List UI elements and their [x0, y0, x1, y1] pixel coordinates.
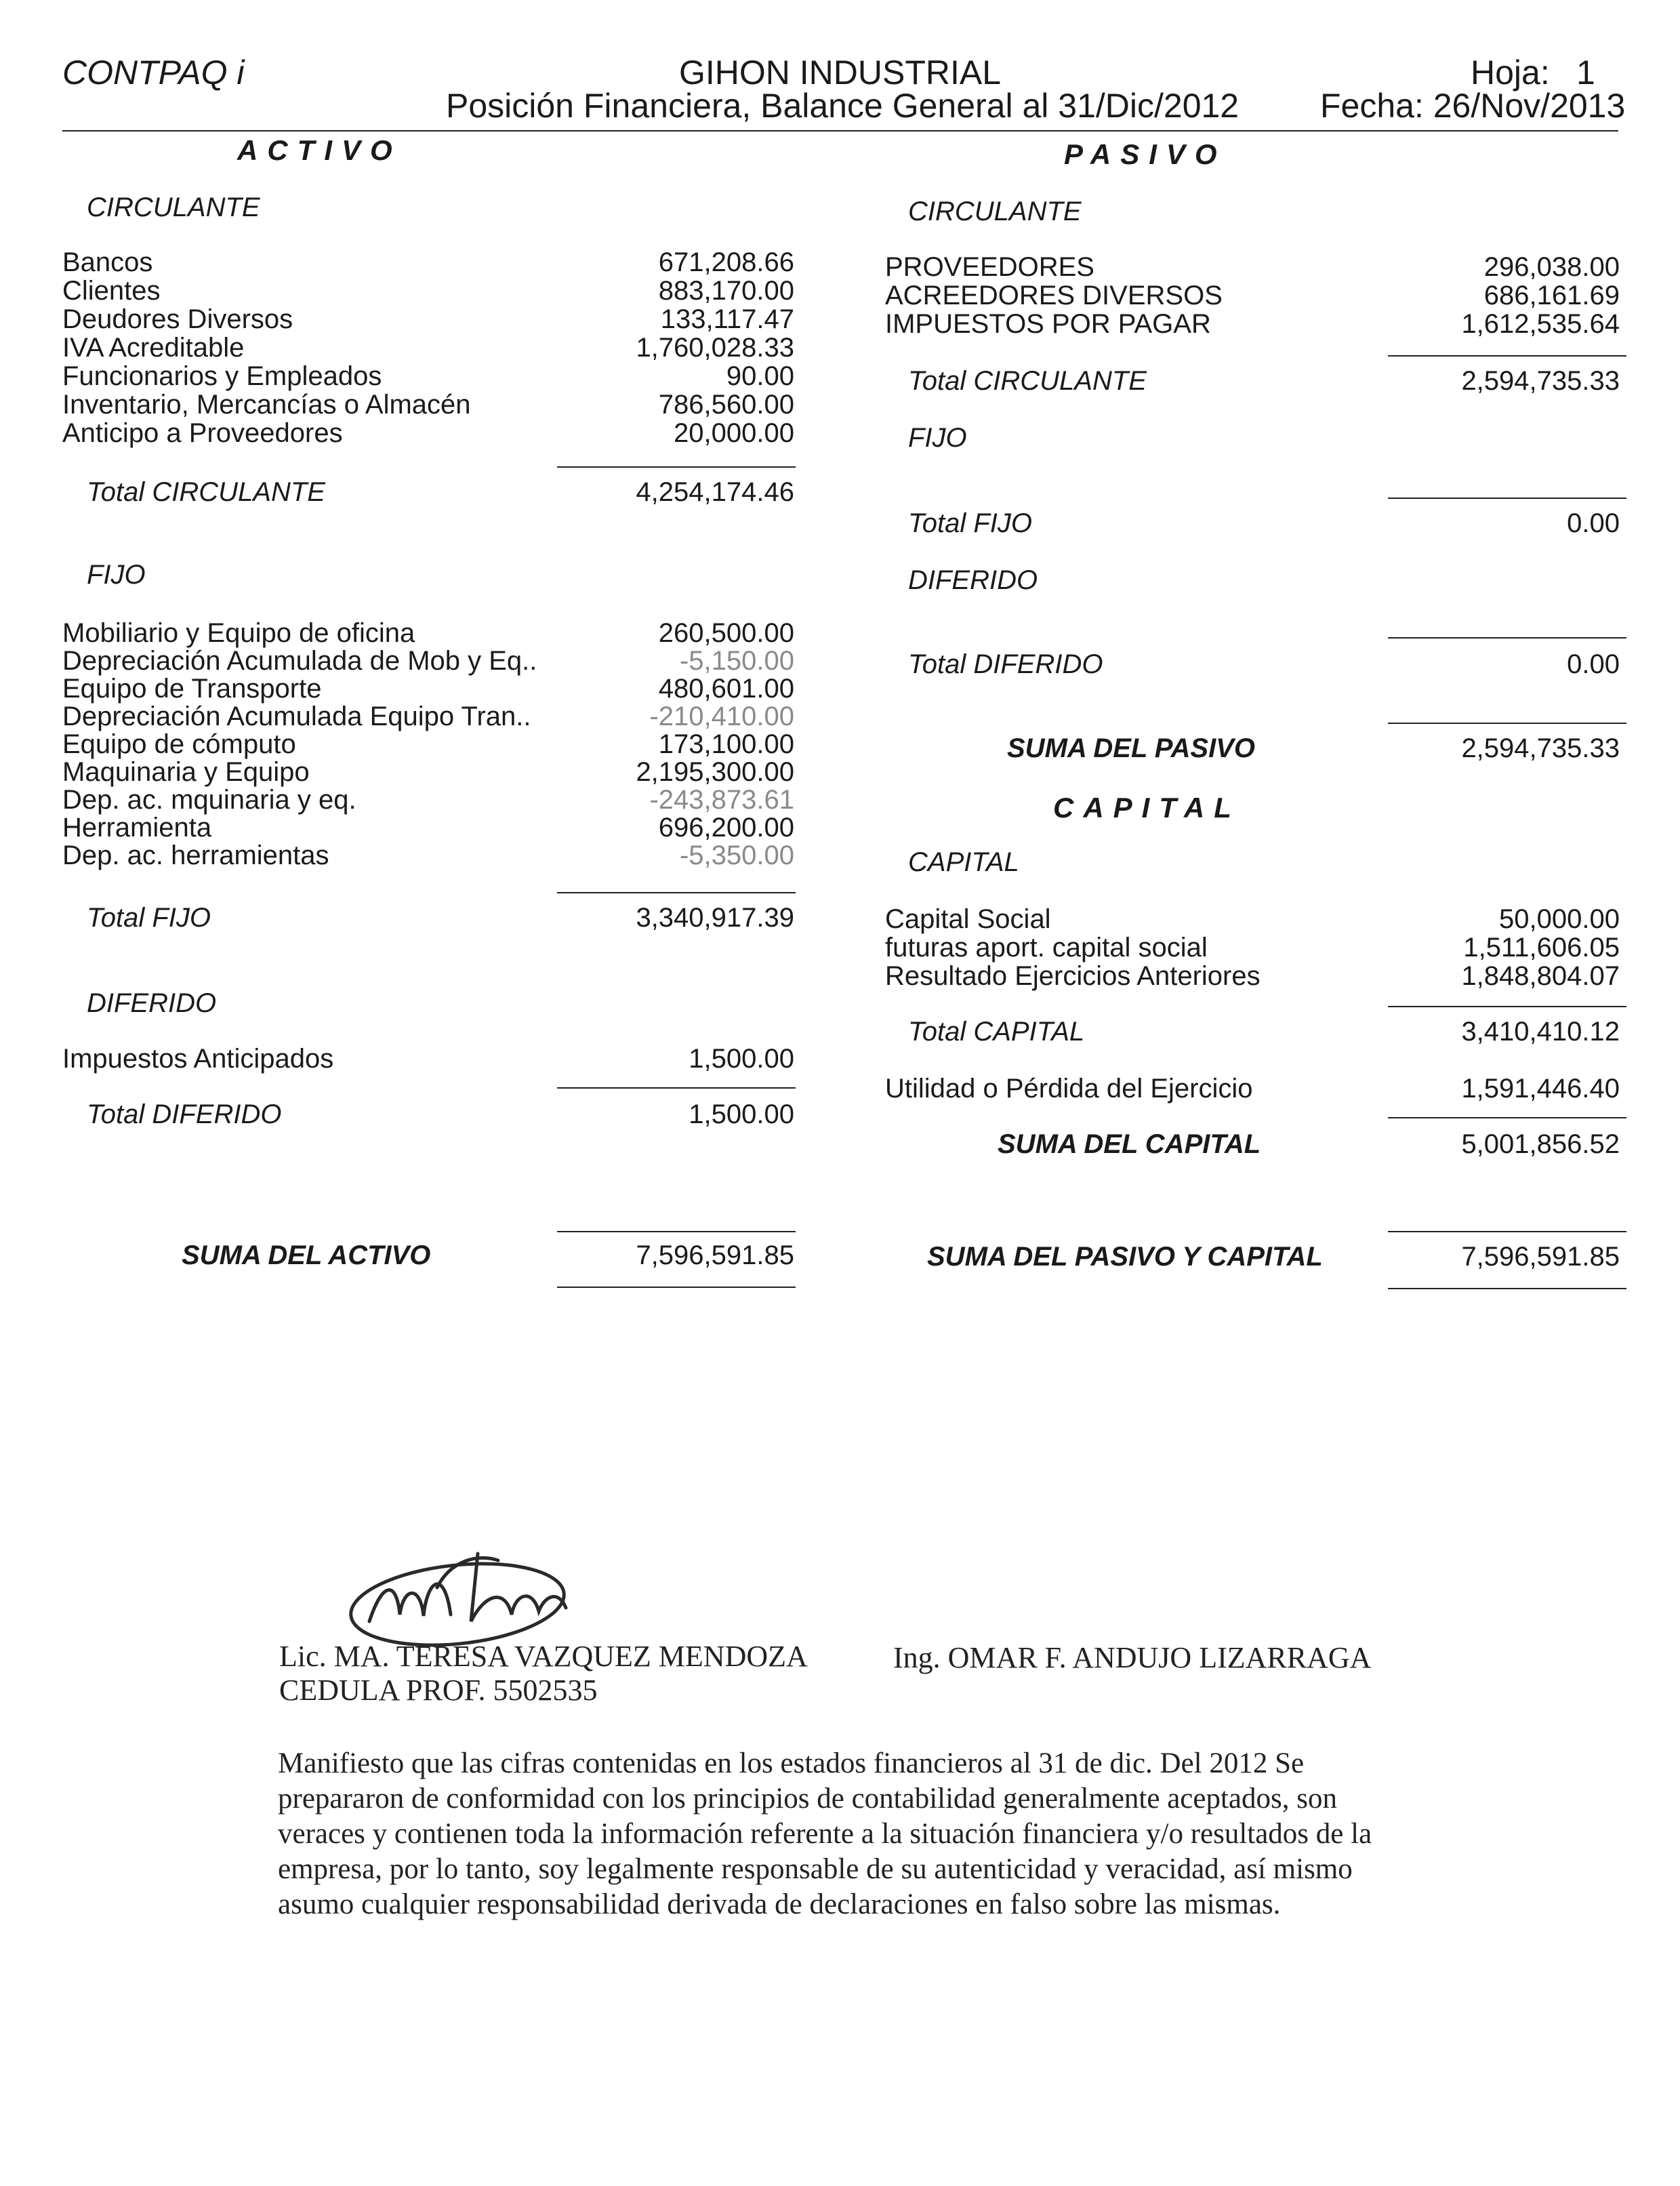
item-value: 1,760,028.33 — [636, 333, 794, 363]
total-rule — [1388, 1288, 1626, 1289]
subtotal-rule — [557, 1087, 796, 1089]
suma-activo-value: 7,596,591.85 — [636, 1240, 794, 1270]
list-item — [885, 309, 1620, 338]
suma-pasivo-capital-label: SUMA DEL PASIVO Y CAPITAL — [927, 1242, 1323, 1272]
item-value: 296,038.00 — [1483, 252, 1620, 282]
list-item — [62, 390, 794, 418]
activo-fijo-list — [62, 618, 794, 868]
activo-title: ACTIVO — [237, 134, 402, 166]
capital-total-label: Total CAPITAL — [908, 1017, 1085, 1047]
pasivo-circulante-list — [885, 252, 1620, 338]
activo-fijo-total-value: 3,340,917.39 — [636, 903, 794, 933]
item-label: Funcionarios y Empleados — [62, 361, 382, 391]
item-label: Dep. ac. herramientas — [62, 841, 329, 870]
item-label: IVA Acreditable — [62, 333, 245, 363]
item-value: 883,170.00 — [658, 276, 794, 306]
list-item — [62, 702, 794, 729]
item-value: 671,208.66 — [658, 247, 794, 277]
capital-title: CAPITAL — [1053, 792, 1241, 824]
list-item — [62, 333, 794, 361]
header-divider — [62, 130, 1618, 131]
activo-diferido-total-value: 1,500.00 — [689, 1099, 794, 1129]
list-item — [62, 646, 794, 674]
suma-capital-label: SUMA DEL CAPITAL — [998, 1129, 1261, 1159]
subtotal-rule — [1388, 355, 1626, 357]
list-item — [62, 276, 794, 304]
item-value: 696,200.00 — [658, 813, 794, 843]
total-rule — [1388, 1231, 1626, 1232]
pasivo-diferido-label: DIFERIDO — [908, 565, 1038, 595]
item-label: Clientes — [62, 276, 161, 306]
activo-fijo-total-label: Total FIJO — [87, 903, 211, 933]
subtotal-rule — [1388, 498, 1626, 499]
pasivo-fijo-label: FIJO — [908, 423, 967, 453]
item-value: -5,350.00 — [679, 841, 794, 870]
subtotal-rule — [1388, 1117, 1626, 1118]
list-item — [62, 729, 794, 757]
suma-pasivo-capital-value: 7,596,591.85 — [1461, 1242, 1620, 1272]
list-item — [62, 841, 794, 868]
item-label: Anticipo a Proveedores — [62, 418, 343, 448]
item-label: PROVEEDORES — [885, 252, 1094, 282]
page-number: 1 — [1576, 54, 1595, 92]
responsibility-statement: Manifiesto que las cifras contenidas en los estados financieros al 31 de dic. Del 2012 Se prepararon de conformidad con los principios de contabilidad generalmente aceptados, son veraces y contienen toda la información referente a la situación financiera y/o resultados de la empresa, por lo tanto, soy legalmente responsable de su autenticidad y veracidad, así mismo asumo cualquier responsabilidad derivada de declaraciones en falso sobre las mismas. — [278, 1747, 1372, 1920]
item-label: Herramienta — [62, 813, 212, 843]
item-label: Deudores Diversos — [62, 304, 293, 334]
subtotal-rule — [557, 892, 796, 893]
subtotal-rule — [1388, 637, 1626, 639]
item-label: Depreciación Acumulada de Mob y Eq.. — [62, 646, 537, 676]
total-rule — [557, 1231, 796, 1232]
company-name: GIHON INDUSTRIAL — [678, 54, 1002, 92]
item-value: 1,612,535.64 — [1461, 309, 1620, 339]
item-value: 133,117.47 — [660, 304, 794, 334]
list-item — [885, 904, 1620, 933]
handwritten-signature-icon — [342, 1540, 573, 1655]
item-value: 1,848,804.07 — [1461, 961, 1620, 991]
list-item — [62, 418, 794, 447]
item-label: Equipo de cómputo — [62, 729, 296, 759]
total-rule — [557, 1287, 796, 1288]
list-item — [62, 785, 794, 813]
pasivo-circulante-label: CIRCULANTE — [908, 197, 1082, 226]
item-label: Equipo de Transporte — [62, 674, 322, 704]
item-label: futuras aport. capital social — [885, 933, 1208, 963]
item-value: 260,500.00 — [658, 618, 794, 648]
app-name: CONTPAQ i — [62, 54, 245, 92]
item-value: -210,410.00 — [649, 702, 794, 731]
item-label: Depreciación Acumulada Equipo Tran.. — [62, 702, 531, 731]
report-title: Posición Financiera, Balance General al 31/Dic/2012 — [446, 87, 1239, 125]
list-item — [62, 361, 794, 390]
signer-1-cedula: CEDULA PROF. 5502535 — [279, 1674, 598, 1707]
page-label: Hoja: — [1471, 54, 1550, 92]
item-value: 90.00 — [726, 361, 794, 391]
pasivo-diferido-total-value: 0.00 — [1567, 649, 1620, 679]
item-value: 1,500.00 — [689, 1044, 794, 1074]
list-item — [62, 813, 794, 841]
activo-circulante-label: CIRCULANTE — [87, 193, 260, 222]
subtotal-rule — [557, 466, 796, 468]
pasivo-circulante-total-label: Total CIRCULANTE — [908, 366, 1147, 396]
capital-list — [885, 904, 1620, 990]
list-item — [62, 247, 794, 276]
item-label: Mobiliario y Equipo de oficina — [62, 618, 415, 648]
list-item — [62, 618, 794, 646]
suma-pasivo-value: 2,594,735.33 — [1461, 733, 1620, 763]
suma-pasivo-label: SUMA DEL PASIVO — [1007, 733, 1255, 763]
item-label: Bancos — [62, 247, 153, 277]
item-label: ACREEDORES DIVERSOS — [885, 281, 1223, 310]
signer-2-name: Ing. OMAR F. ANDUJO LIZARRAGA — [893, 1641, 1372, 1674]
item-label: Resultado Ejercicios Anteriores — [885, 961, 1261, 991]
pasivo-diferido-total-label: Total DIFERIDO — [908, 649, 1103, 679]
utilidad-label: Utilidad o Pérdida del Ejercicio — [885, 1074, 1253, 1104]
list-item — [62, 304, 794, 333]
signer-1-name: Lic. MA. TERESA VAZQUEZ MENDOZA — [279, 1640, 808, 1673]
activo-fijo-label: FIJO — [87, 560, 146, 590]
list-item — [885, 933, 1620, 961]
activo-circulante-total-value: 4,254,174.46 — [636, 477, 794, 507]
pasivo-title: PASIVO — [1064, 138, 1227, 170]
pasivo-fijo-total-label: Total FIJO — [908, 508, 1033, 538]
item-label: Dep. ac. mquinaria y eq. — [62, 785, 356, 815]
capital-total-value: 3,410,410.12 — [1461, 1017, 1620, 1047]
utilidad-value: 1,591,446.40 — [1461, 1074, 1620, 1104]
pasivo-circulante-total-value: 2,594,735.33 — [1461, 366, 1620, 396]
item-label: Maquinaria y Equipo — [62, 757, 310, 787]
list-item — [62, 674, 794, 702]
activo-circulante-list — [62, 247, 794, 447]
item-label: Impuestos Anticipados — [62, 1044, 334, 1074]
item-value: 20,000.00 — [674, 418, 794, 448]
activo-diferido-label: DIFERIDO — [87, 988, 217, 1018]
pasivo-fijo-total-value: 0.00 — [1567, 508, 1620, 538]
list-item — [62, 757, 794, 785]
item-value: 173,100.00 — [658, 729, 794, 759]
item-value: 480,601.00 — [658, 674, 794, 704]
item-value: 1,511,606.05 — [1463, 933, 1620, 963]
item-value: 50,000.00 — [1499, 904, 1620, 934]
activo-diferido-total-label: Total DIFERIDO — [87, 1099, 282, 1129]
list-item — [885, 281, 1620, 309]
list-item — [885, 961, 1620, 990]
report-date: Fecha: 26/Nov/2013 — [1320, 87, 1626, 125]
item-label: Capital Social — [885, 904, 1051, 934]
item-label: IMPUESTOS POR PAGAR — [885, 309, 1211, 339]
list-item — [885, 252, 1620, 281]
item-value: -243,873.61 — [649, 785, 794, 815]
item-value: 686,161.69 — [1483, 281, 1620, 310]
subtotal-rule — [1388, 723, 1626, 724]
item-value: 2,195,300.00 — [636, 757, 794, 787]
item-value: -5,150.00 — [679, 646, 794, 676]
subtotal-rule — [1388, 1006, 1626, 1007]
suma-activo-label: SUMA DEL ACTIVO — [182, 1240, 431, 1270]
capital-sub-label: CAPITAL — [908, 847, 1019, 877]
item-value: 786,560.00 — [658, 390, 794, 420]
activo-circulante-total-label: Total CIRCULANTE — [87, 477, 325, 507]
suma-capital-value: 5,001,856.52 — [1461, 1129, 1620, 1159]
item-label: Inventario, Mercancías o Almacén — [62, 390, 471, 420]
